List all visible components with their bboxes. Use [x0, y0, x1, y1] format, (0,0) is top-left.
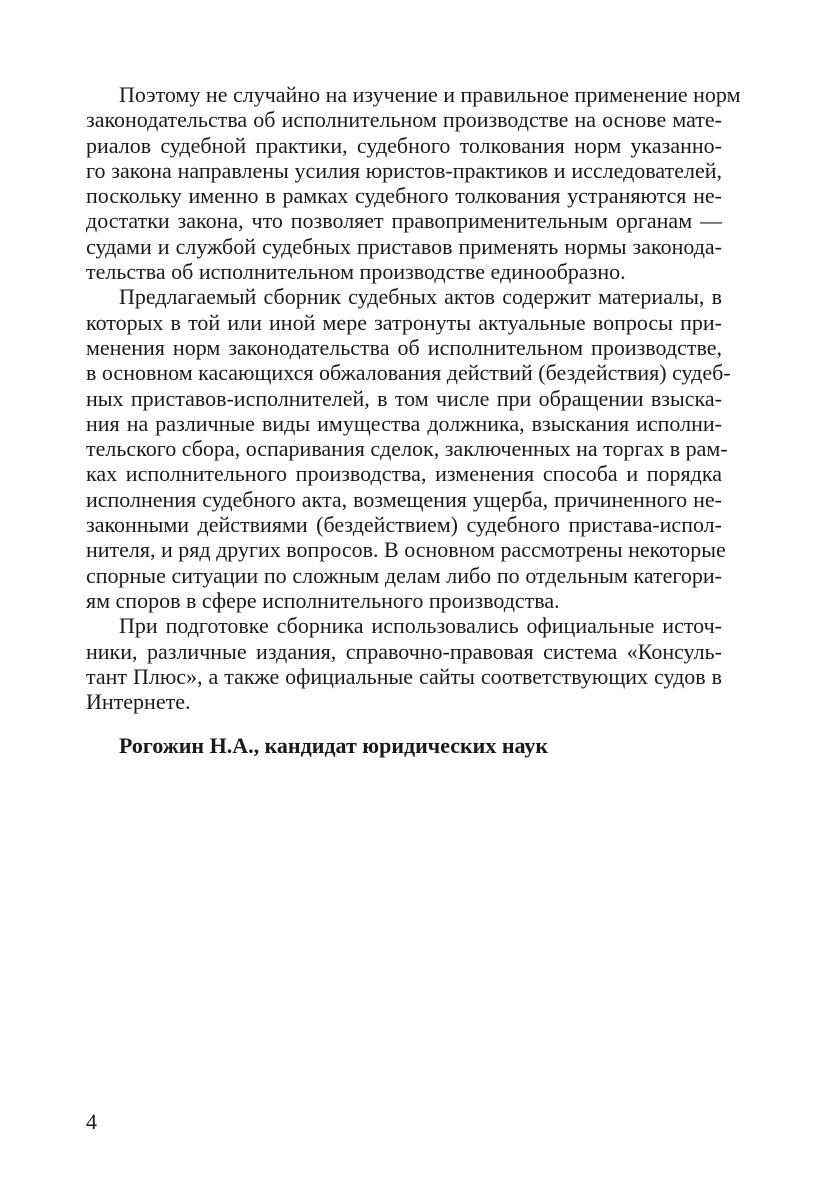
- text-line: менения норм законодательства об исполнительном производстве,: [86, 334, 722, 360]
- text-line: ям споров в сфере исполнительного производства.: [86, 587, 560, 613]
- paragraph-2: [86, 284, 731, 613]
- text-line: ния на различные виды имущества должника, взыскания исполни-: [86, 410, 722, 436]
- text-line: риалов судебной практики, судебного толкования норм указанно-: [86, 132, 722, 158]
- paragraph-1: [86, 82, 741, 285]
- text-line: Поэтому не случайно на изучение и правильное применение норм: [119, 82, 741, 107]
- text-line: ных приставов-исполнителей, в том числе при обращении взыска-: [86, 385, 722, 411]
- text-line: ках исполнительного производства, изменения способа и порядка: [86, 461, 722, 487]
- text-line: достатки закона, что позволяет правоприменительным органам —: [86, 208, 722, 234]
- text-line: ники, различные издания, справочно-правовая система «Консуль-: [86, 638, 722, 664]
- page-number: 4: [86, 1109, 97, 1134]
- text-line: спорные ситуации по сложным делам либо по отдельным категори-: [86, 562, 722, 588]
- body-text: [86, 82, 741, 715]
- author-signature: Рогожин Н.А., кандидат юридических наук: [119, 733, 549, 758]
- text-line: законными действиями (бездействием) судебного пристава-испол-: [86, 512, 722, 538]
- text-line: Интернете.: [86, 689, 191, 715]
- text-line: го закона направлены усилия юристов-практиков и исследователей,: [86, 157, 722, 183]
- text-line: тельства об исполнительном производстве единообразно.: [86, 259, 626, 285]
- text-line: исполнения судебного акта, возмещения ущерба, причиненного не-: [86, 486, 722, 512]
- text-line: тант Плюс», а также официальные сайты соответствующих судов в: [86, 663, 722, 689]
- paragraph-3: [86, 613, 722, 714]
- text-line: законодательства об исполнительном производстве на основе мате-: [86, 107, 722, 133]
- text-line: в основном касающихся обжалования действий (бездействия) судеб-: [86, 360, 731, 386]
- text-line: которых в той или иной мере затронуты актуальные вопросы при-: [86, 309, 722, 335]
- text-line: Предлагаемый сборник судебных актов содержит материалы, в: [119, 284, 722, 310]
- text-line: нителя, и ряд других вопросов. В основном рассмотрены некоторые: [86, 537, 726, 563]
- text-line: тельского сбора, оспаривания сделок, заключенных на торгах в рам-: [86, 436, 728, 462]
- text-line: При подготовке сборника использовались официальные источ-: [119, 613, 722, 639]
- text-line: поскольку именно в рамках судебного толкования устраняются не-: [86, 183, 722, 209]
- text-line: судами и службой судебных приставов применять нормы законода-: [86, 233, 722, 259]
